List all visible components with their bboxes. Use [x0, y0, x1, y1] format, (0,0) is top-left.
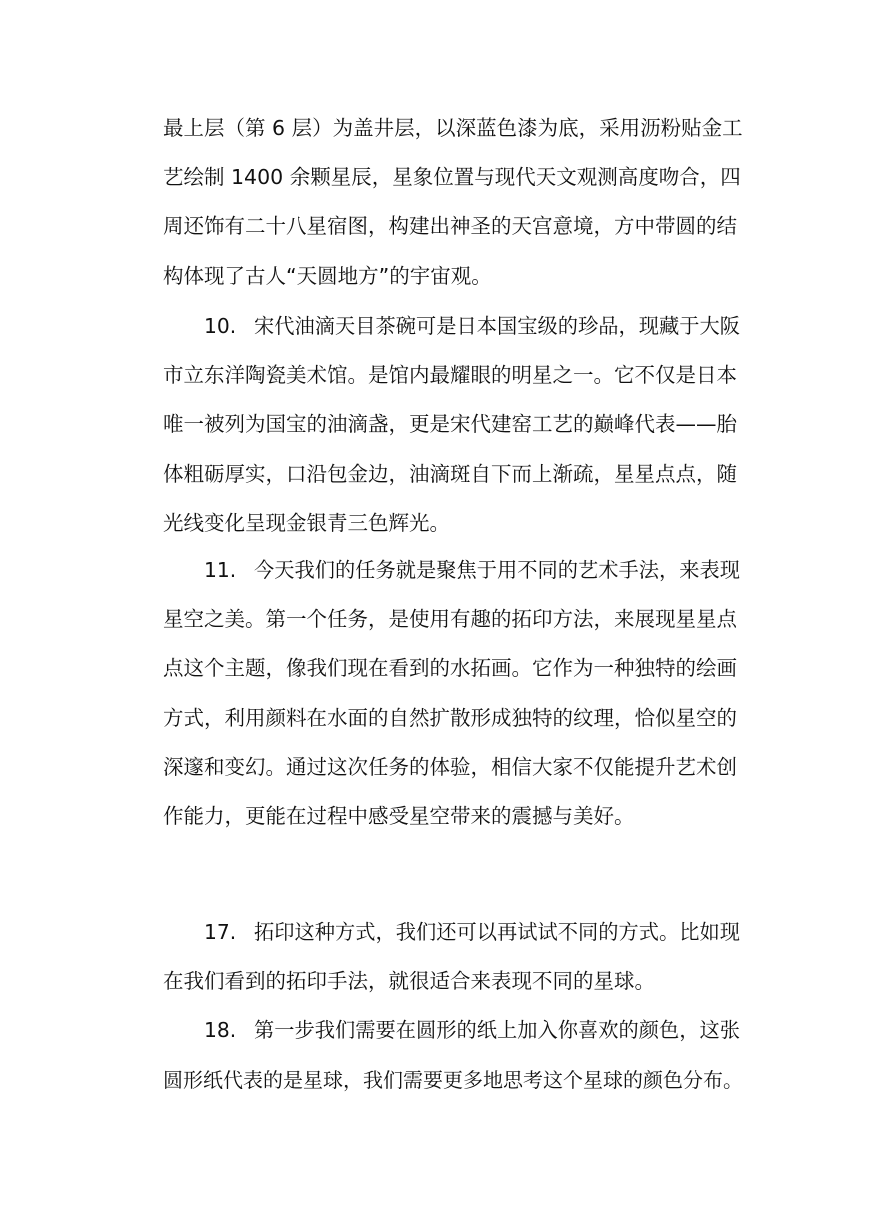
- paragraph-number: 11.: [204, 558, 237, 582]
- text-line: 圆形纸代表的是星球，我们需要更多地思考这个星球的颜色分布。: [163, 1067, 743, 1092]
- paragraph-number: 10.: [204, 314, 237, 338]
- text-line: 拓印这种方式，我们还可以再试试不同的方式。比如现: [254, 920, 741, 944]
- paragraph-number: 17.: [204, 920, 237, 944]
- text-line: 周还饰有二十八星宿图，构建出神圣的天宫意境，方中带圆的结: [163, 214, 737, 239]
- paragraph-10: [163, 302, 743, 548]
- text-line-first: [163, 546, 743, 595]
- text-line: 市立东洋陶瓷美术馆。是馆内最耀眼的明星之一。它不仅是日本: [163, 363, 737, 388]
- text-line: 作能力，更能在过程中感受星空带来的震撼与美好。: [163, 803, 635, 828]
- paragraph-number: 18.: [204, 1018, 237, 1043]
- paragraph-ceiling-stars: [163, 104, 743, 301]
- text-line: 最上层（第 6 层）为盖井层，以深蓝色漆为底，采用沥粉贴金工: [163, 116, 743, 140]
- text-line: 深邃和变幻。通过这次任务的体验，相信大家不仅能提升艺术创: [163, 754, 737, 779]
- text-line: 第一步我们需要在圆形的纸上加入你喜欢的颜色，这张: [254, 1018, 741, 1043]
- text-line: 构体现了古人“天圆地方”的宇宙观。: [163, 263, 492, 288]
- text-line: 艺绘制 1400 余颗星辰，星象位置与现代天文观测高度吻合，四: [163, 165, 741, 190]
- text-line: 宋代油滴天目茶碗可是日本国宝级的珍品，现藏于大阪: [254, 314, 741, 338]
- paragraph-11: [163, 546, 743, 841]
- text-line: 今天我们的任务就是聚焦于用不同的艺术手法，来表现: [254, 558, 741, 582]
- text-line: 体粗砺厚实，口沿包金边，油滴斑自下而上渐疏，星星点点，随: [163, 461, 737, 486]
- text-line-first: [163, 302, 743, 351]
- paragraph-17-18: [163, 908, 743, 1105]
- text-line: 星空之美。第一个任务，是使用有趣的拓印方法，来展现星星点: [163, 607, 737, 632]
- text-line-first: [163, 1006, 743, 1055]
- text-line: 在我们看到的拓印手法，就很适合来表现不同的星球。: [163, 969, 655, 994]
- text-line: 方式，利用颜料在水面的自然扩散形成独特的纹理，恰似星空的: [163, 705, 737, 730]
- text-line: 光线变化呈现金银青三色辉光。: [163, 510, 450, 535]
- text-line: 唯一被列为国宝的油滴盏，更是宋代建窑工艺的巅峰代表——胎: [163, 412, 737, 437]
- text-line-first: [163, 908, 743, 957]
- text-line: 点这个主题，像我们现在看到的水拓画。它作为一种独特的绘画: [163, 656, 737, 681]
